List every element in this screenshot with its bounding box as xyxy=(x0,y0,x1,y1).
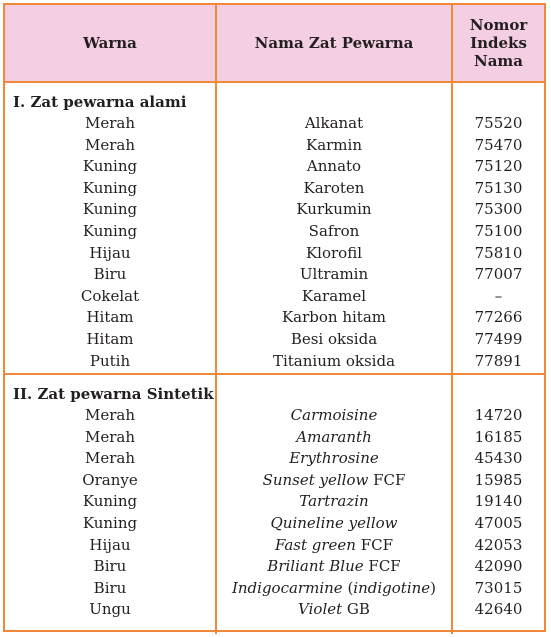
dye-name-plain: Titanium oksida xyxy=(272,351,396,370)
cell-color: Kuning xyxy=(82,492,138,511)
cell-color: Merah xyxy=(84,449,135,468)
cell-index-number: 77007 xyxy=(474,265,523,284)
cell-color: Hitam xyxy=(86,329,134,348)
cell-dye-name xyxy=(217,178,451,200)
cell-dye-name xyxy=(217,491,451,513)
dye-name-plain: FCF xyxy=(363,557,401,576)
dye-name-plain: Karoten xyxy=(303,178,365,197)
dye-name-plain: FCF xyxy=(368,470,406,489)
dye-name-plain: Karamel xyxy=(301,286,367,305)
cell-index-number: 42640 xyxy=(474,600,523,619)
header-index-number xyxy=(453,5,544,81)
synthetic-color-column xyxy=(5,375,215,634)
dye-name-plain: GB xyxy=(342,600,370,619)
cell-index-number: 75810 xyxy=(474,243,523,262)
dye-name-italic: Tartrazin xyxy=(299,492,369,511)
cell-color: Merah xyxy=(84,406,135,424)
cell-color: Biru xyxy=(93,557,127,576)
cell-index-number: 47005 xyxy=(474,513,523,532)
cell-dye-name xyxy=(217,113,451,135)
cell-index-number: – xyxy=(494,286,503,305)
cell-index-number: 42090 xyxy=(474,557,523,576)
natural-name-column xyxy=(215,83,453,373)
cell-color: Hitam xyxy=(86,308,134,327)
cell-dye-name xyxy=(217,329,451,351)
section-title: II. Zat pewarna Sintetik xyxy=(13,385,214,403)
dye-name-italic: Sunset yellow xyxy=(262,470,369,489)
cell-index-number: 77266 xyxy=(474,308,523,327)
cell-color: Cokelat xyxy=(80,286,140,305)
dye-name-italic: Violet xyxy=(298,600,343,619)
dye-name-plain: Besi oksida xyxy=(290,329,378,348)
cell-color: Hijau xyxy=(89,243,131,262)
dye-name-italic: Indigocarmine xyxy=(231,578,343,597)
dye-name-plain: (indigotine) xyxy=(342,578,437,597)
table-body xyxy=(5,83,544,634)
section-title: I. Zat pewarna alami xyxy=(13,93,187,111)
dye-name-italic: Erythrosine xyxy=(289,449,379,468)
header-dye-name: Nama Zat Pewarna xyxy=(215,5,453,81)
cell-index-number: 75520 xyxy=(474,114,523,132)
cell-dye-name xyxy=(217,427,451,449)
cell-index-number: 14720 xyxy=(474,406,523,424)
cell-color: Merah xyxy=(84,427,135,446)
cell-dye-name xyxy=(217,470,451,492)
cell-color: Biru xyxy=(93,578,127,597)
cell-color: Kuning xyxy=(82,200,138,219)
dye-name-italic: Quineline yellow xyxy=(270,513,398,532)
cell-dye-name xyxy=(217,599,451,621)
cell-color: Hijau xyxy=(89,535,131,554)
cell-dye-name xyxy=(217,307,451,329)
cell-dye-name xyxy=(217,448,451,470)
cell-dye-name xyxy=(217,243,451,265)
table-header xyxy=(5,5,544,83)
cell-dye-name xyxy=(217,264,451,286)
dye-name-plain: Safron xyxy=(308,221,360,240)
section-natural xyxy=(5,83,544,375)
cell-index-number: 42053 xyxy=(474,535,523,554)
dye-name-plain: Ultramin xyxy=(299,265,369,284)
dye-name-italic: Amaranth xyxy=(296,427,372,446)
cell-dye-name xyxy=(217,351,451,373)
cell-dye-name xyxy=(217,199,451,221)
cell-index-number: 19140 xyxy=(474,492,523,511)
dye-table xyxy=(3,3,546,632)
cell-index-number: 77891 xyxy=(474,351,523,370)
cell-index-number: 45430 xyxy=(474,449,523,468)
dye-name-italic: Fast green xyxy=(274,535,356,554)
dye-name-plain: Annato xyxy=(306,157,362,176)
dye-name-plain: Kurkumin xyxy=(296,200,372,219)
cell-index-number: 16185 xyxy=(474,427,523,446)
cell-dye-name xyxy=(217,578,451,600)
cell-color: Putih xyxy=(89,351,131,370)
dye-name-plain: Karmin xyxy=(305,135,362,154)
dye-name-italic: Carmoisine xyxy=(290,406,378,424)
cell-color: Merah xyxy=(84,135,135,154)
cell-dye-name xyxy=(217,286,451,308)
cell-color: Kuning xyxy=(82,221,138,240)
cell-dye-name xyxy=(217,135,451,157)
cell-index-number: 75120 xyxy=(474,157,523,176)
cell-index-number: 73015 xyxy=(474,578,523,597)
cell-index-number: 75300 xyxy=(474,200,523,219)
section-synthetic xyxy=(5,375,544,634)
header-color: Warna xyxy=(83,34,137,52)
cell-color: Biru xyxy=(93,265,127,284)
cell-index-number: 75470 xyxy=(474,135,523,154)
header-index-line1: Nomor xyxy=(469,16,528,34)
dye-name-plain: FCF xyxy=(355,535,394,554)
cell-color: Ungu xyxy=(89,600,131,619)
cell-dye-name xyxy=(217,556,451,578)
natural-color-column xyxy=(5,83,215,373)
dye-name-plain: Alkanat xyxy=(304,114,364,132)
synthetic-name-column xyxy=(215,375,453,634)
cell-color: Kuning xyxy=(82,157,138,176)
cell-index-number: 75100 xyxy=(474,221,523,240)
cell-color: Kuning xyxy=(82,513,138,532)
cell-dye-name xyxy=(217,535,451,557)
header-index-line3: Nama xyxy=(473,52,524,70)
natural-index-column xyxy=(453,83,544,373)
cell-dye-name xyxy=(217,156,451,178)
cell-dye-name xyxy=(217,405,451,427)
dye-name-plain: Klorofil xyxy=(305,243,363,262)
cell-index-number: 15985 xyxy=(474,470,523,489)
cell-color: Kuning xyxy=(82,178,138,197)
dye-name-italic: Briliant Blue xyxy=(267,557,364,576)
cell-color: Merah xyxy=(84,114,135,132)
cell-color: Oranye xyxy=(82,470,138,489)
cell-index-number: 77499 xyxy=(474,329,523,348)
cell-dye-name xyxy=(217,513,451,535)
cell-index-number: 75130 xyxy=(474,178,523,197)
synthetic-index-column xyxy=(453,375,544,634)
dye-name-plain: Karbon hitam xyxy=(281,308,387,327)
header-index-line2: Indeks xyxy=(470,34,527,52)
cell-dye-name xyxy=(217,221,451,243)
